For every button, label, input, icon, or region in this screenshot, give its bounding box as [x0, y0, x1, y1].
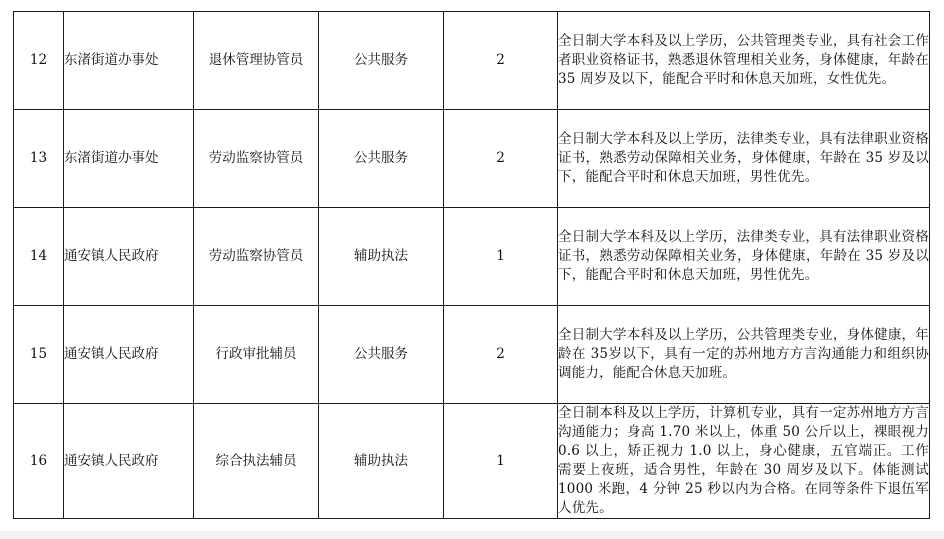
requirements: 全日制大学本科及以上学历，公共管理类专业，具有社会工作者职业资格证书，熟悉退休管理相关业务，身体健康，年龄在 35 周岁及以下，能配合平时和休息天加班，女性优先。 [558, 12, 930, 110]
employer-unit: 通安镇人民政府 [64, 404, 194, 519]
row-number: 15 [14, 306, 64, 404]
row-number: 16 [14, 404, 64, 519]
row-number: 12 [14, 12, 64, 110]
hiring-count: 1 [444, 208, 558, 306]
hiring-count: 1 [444, 404, 558, 519]
table-row [14, 12, 930, 110]
employer-unit: 通安镇人民政府 [64, 208, 194, 306]
requirements: 全日制大学本科及以上学历，公共管理类专业，身体健康，年龄在 35岁以下，具有一定的苏州地方方言沟通能力和组织协调能力，能配合休息天加班。 [558, 306, 930, 404]
page-bottom-edge [0, 531, 944, 539]
position-category: 辅助执法 [319, 208, 444, 306]
hiring-count: 2 [444, 12, 558, 110]
hiring-count: 2 [444, 306, 558, 404]
row-number: 13 [14, 110, 64, 208]
table-row [14, 208, 930, 306]
employer-unit: 东渚街道办事处 [64, 12, 194, 110]
position-name: 劳动监察协管员 [194, 208, 319, 306]
position-category: 公共服务 [319, 12, 444, 110]
row-number: 14 [14, 208, 64, 306]
position-name: 综合执法辅员 [194, 404, 319, 519]
employer-unit: 东渚街道办事处 [64, 110, 194, 208]
requirements: 全日制大学本科及以上学历，法律类专业，具有法律职业资格证书，熟悉劳动保障相关业务，身体健康，年龄在 35 岁及以下，能配合平时和休息天加班，男性优先。 [558, 110, 930, 208]
table-row [14, 306, 930, 404]
table-row [14, 110, 930, 208]
requirements: 全日制本科及以上学历，计算机专业，具有一定苏州地方方言沟通能力；身高 1.70 米以上，体重 50 公斤以上，裸眼视力 0.6 以上，矫正视力 1.0 以上，身心健康，五官端正。工作需要上夜班，适合男性，年龄在 30 周岁及以下。体能测试 1000 米跑，4 分钟 25 秒以内为合格。在同等条件下退伍军人优先。 [558, 404, 930, 519]
position-category: 公共服务 [319, 110, 444, 208]
recruitment-table [13, 11, 930, 519]
position-category: 公共服务 [319, 306, 444, 404]
position-category: 辅助执法 [319, 404, 444, 519]
requirements: 全日制大学本科及以上学历，法律类专业，具有法律职业资格证书，熟悉劳动保障相关业务，身体健康，年龄在 35 岁及以下，能配合平时和休息天加班，男性优先。 [558, 208, 930, 306]
position-name: 劳动监察协管员 [194, 110, 319, 208]
table-row [14, 404, 930, 519]
employer-unit: 通安镇人民政府 [64, 306, 194, 404]
position-name: 退休管理协管员 [194, 12, 319, 110]
position-name: 行政审批辅员 [194, 306, 319, 404]
hiring-count: 2 [444, 110, 558, 208]
